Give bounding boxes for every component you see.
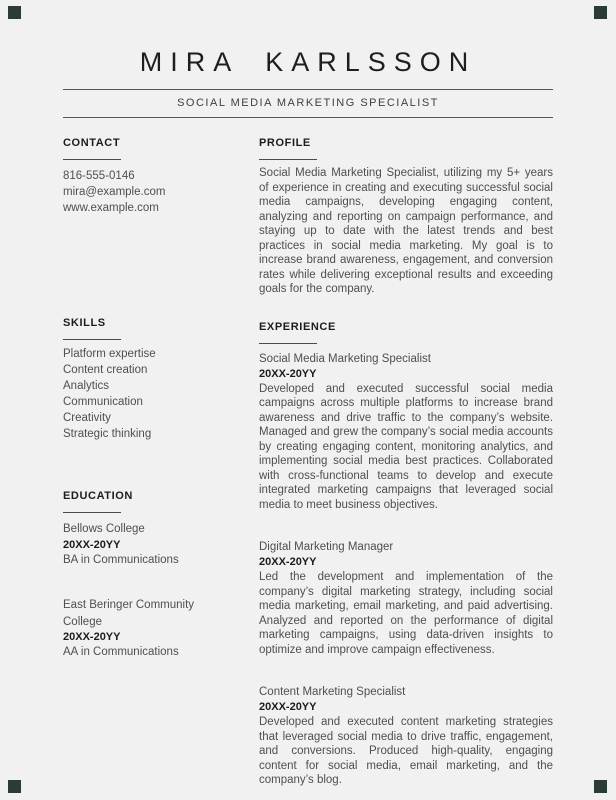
job-dates: 20XX-20YY (259, 367, 317, 380)
profile-summary-text: Social Media Marketing Specialist, utilizing my 5+ years of experience in creating and executing successful social media campaigns, developing engaging content, analyzing and reporting on campaign performance, and staying up to date with the latest trends and best practices in social media marketing. My goal is to increase brand awareness, engagement, and conversion rates while delivering exceptional results and exceeding goals for the company. (259, 167, 553, 295)
skills-heading: SKILLS (63, 317, 106, 329)
job-title-subtitle: SOCIAL MEDIA MARKETING SPECIALIST (177, 97, 439, 109)
education-heading: EDUCATION (63, 490, 133, 502)
experience-heading: EXPERIENCE (259, 320, 336, 333)
corner-accent-top-left (8, 6, 21, 19)
skill-item: Creativity (63, 412, 111, 424)
school-name: Bellows College (63, 523, 145, 535)
contact-list (63, 166, 235, 216)
corner-accent-bottom-left (8, 780, 21, 793)
experience-entry (259, 350, 553, 513)
job-title: Digital Marketing Manager (259, 541, 394, 553)
experience-section (259, 321, 553, 788)
degree-name: BA in Communications (63, 553, 179, 566)
contact-section (63, 137, 235, 216)
skill-item: Platform expertise (63, 348, 156, 360)
degree-name: AA in Communications (63, 646, 179, 658)
job-description: Led the development and implementation of the company’s digital marketing strategy, including social media marketing, email marketing, and paid advertising. Analyzed and reported on the performance of digital marketing campaigns, using data-driven insights to optimize and improve campaign effectiveness. (259, 571, 553, 656)
education-heading-underline (63, 512, 121, 513)
two-column-body (63, 137, 553, 788)
experience-entry (259, 683, 553, 788)
experience-heading-underline (259, 343, 317, 344)
job-dates: 20XX-20YY (259, 556, 317, 568)
education-section (63, 490, 235, 661)
skills-list (63, 346, 235, 442)
header-divider-bottom (63, 117, 553, 118)
skills-section (63, 317, 235, 442)
skill-item: Communication (63, 396, 143, 408)
resume-header (63, 44, 553, 118)
profile-heading-underline (259, 159, 317, 160)
job-description: Developed and executed successful social media campaigns across multiple platforms to increase brand awareness and drive traffic to the company’s website. Managed and grew the company’s social media accounts by creating engaging content, monitoring analytics, and implementing social media best practices. Collaborated with cross-functional teams to develop and execute integrated marketing campaigns that leveraged social media to meet business objectives. (259, 382, 553, 511)
skill-item: Strategic thinking (63, 428, 152, 440)
skill-item: Content creation (63, 364, 148, 376)
contact-heading-underline (63, 159, 121, 160)
education-entry (63, 519, 235, 568)
corner-accent-bottom-right (594, 780, 607, 793)
right-column (259, 137, 553, 788)
job-title: Content Marketing Specialist (259, 686, 406, 698)
education-entry (63, 595, 235, 661)
left-column (63, 137, 235, 788)
profile-section (259, 137, 553, 297)
phone-number: 816-555-0146 (63, 170, 135, 182)
corner-accent-top-right (594, 6, 607, 19)
job-description: Developed and executed content marketing strategies that leveraged social media to drive traffic, engagement, and conversions. Produced high-quality, engaging content for social media, email marketing, and the company’s blog. (259, 716, 553, 786)
school-name: East Beringer Community College (63, 599, 195, 628)
experience-entry (259, 538, 553, 657)
profile-heading: PROFILE (259, 137, 311, 149)
skills-heading-underline (63, 339, 121, 340)
person-name: MIRA KARLSSON (139, 47, 477, 77)
contact-heading: CONTACT (63, 137, 121, 149)
skill-item: Analytics (63, 380, 110, 392)
job-dates: 20XX-20YY (259, 701, 317, 713)
email-address: mira@example.com (63, 186, 166, 198)
education-dates: 20XX-20YY (63, 538, 121, 551)
education-dates: 20XX-20YY (63, 631, 121, 643)
website-url: www.example.com (63, 202, 159, 214)
job-title: Social Media Marketing Specialist (259, 352, 431, 365)
